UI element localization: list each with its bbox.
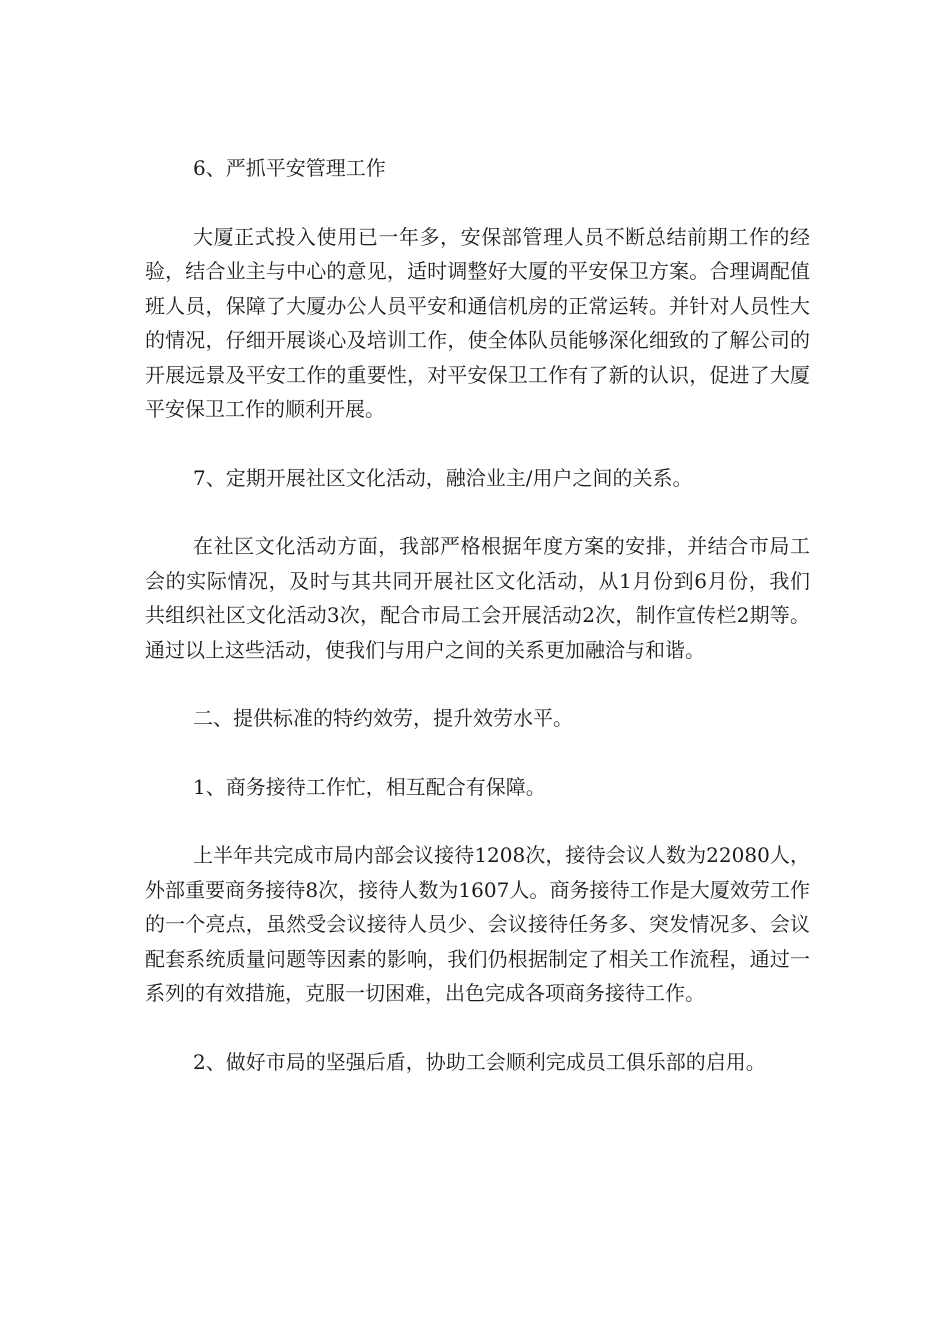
paragraph-community-activities: 在社区文化活动方面，我部严格根据年度方案的安排，并结合市局工会的实际情况，及时与其共同开展社区文化活动，从1月份到6月份，我们共组织社区文化活动3次，配合市局工会开展活动2次，制作宣传栏2期等。通过以上这些活动，使我们与用户之间的关系更加融洽与和谐。	[145, 534, 810, 662]
section-heading-2: 2、做好市局的坚强后盾，协助工会顺利完成员工俱乐部的启用。	[193, 1049, 766, 1074]
paragraph-security-management: 大厦正式投入使用已一年多，安保部管理人员不断总结前期工作的经验，结合业主与中心的意见，适时调整好大厦的平安保卫方案。合理调配值班人员，保障了大厦办公人员平安和通信机房的正常运转。并针对人员性大的情况，仔细开展谈心及培训工作，使全体队员能够深化细致的了解公司的开展远景及平安工作的重要性，对平安保卫工作有了新的认识，促进了大厦平安保卫工作的顺利开展。	[145, 224, 810, 421]
section-heading-1: 1、商务接待工作忙，相互配合有保障。	[193, 774, 546, 799]
paragraph-business-reception: 上半年共完成市局内部会议接待1208次，接待会议人数为22080人，外部重要商务接待8次，接待人数为1607人。商务接待工作是大厦效劳工作的一个亮点，虽然受会议接待人员少、会议接待任务多、突发情况多、会议配套系统质量问题等因素的影响，我们仍根据制定了相关工作流程，通过一系列的有效措施，克服一切困难，出色完成各项商务接待工作。	[145, 843, 810, 1005]
section-heading-7: 7、定期开展社区文化活动，融洽业主/用户之间的关系。	[193, 465, 693, 490]
section-heading-part-two: 二、提供标准的特约效劳，提升效劳水平。	[193, 706, 573, 730]
section-heading-6: 6、严抓平安管理工作	[193, 156, 386, 180]
document-body	[145, 151, 810, 1113]
